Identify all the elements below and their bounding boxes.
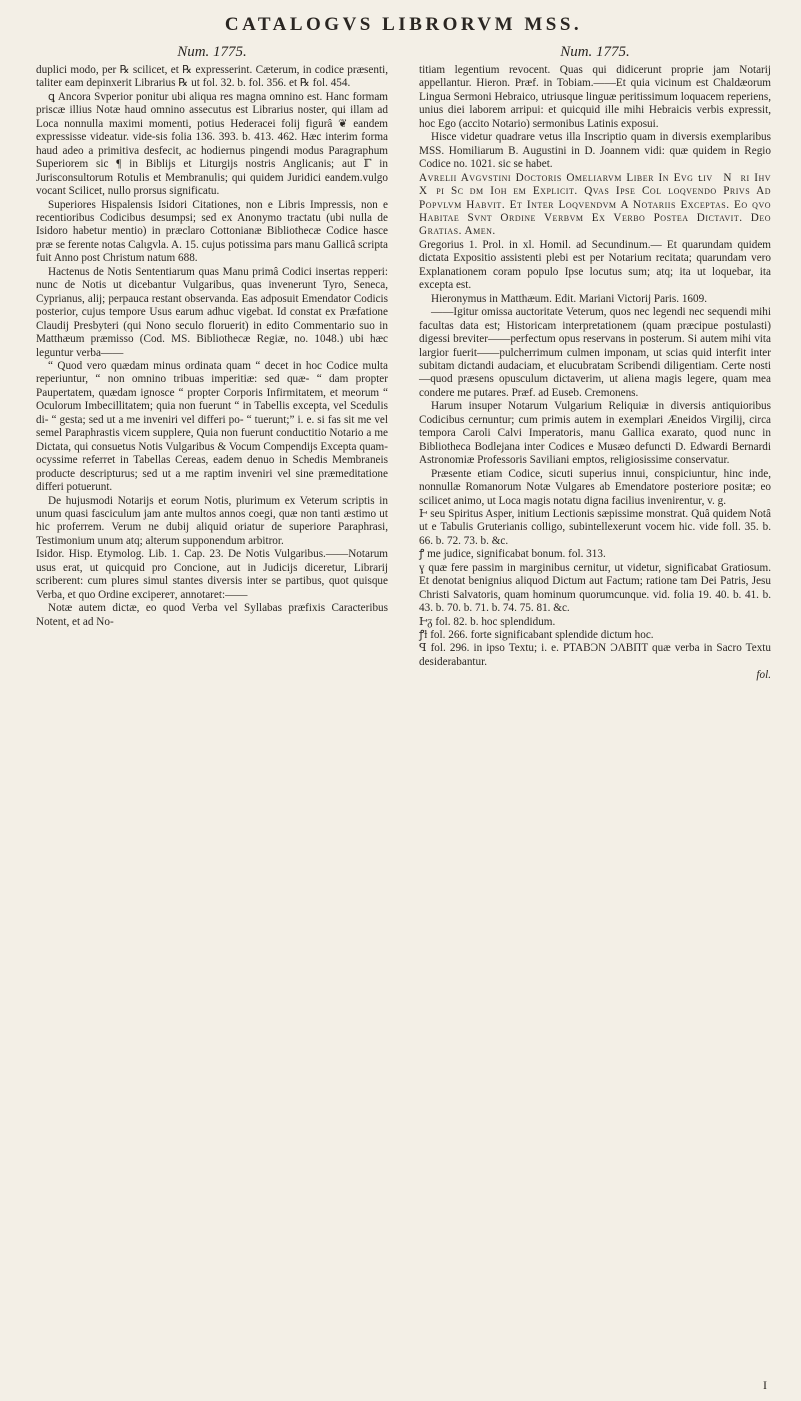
right-para-1: titiam legentium revocent. Quas qui didicerunt proprie jam Notarij appellantur. Hieron. Præf. in Tobiam.——Et quia vicinum est Chaldæorum Lingua Sermoni Hebraico, utriusque linguæ peritissimum loquacem reperiens, unius diei laborem arripui: et quicquid ille mihi Hebraicis verbis expressit, hoc Ego (accito Notario) sermonibus Latinis exposui. [419,64,771,130]
right-column-heading: Num. 1775. [560,44,630,60]
left-para-7: Isidor. Hisp. Etymolog. Lib. 1. Cap. 23. De Notis Vulgaribus.——Notarum usus erat, ut quicquid pro Concione, aut in Judicijs diceretur, Librarij scriberent: cum plures simul stantes diversis inter se partibus, quot quisque Verba, et quo Ordine excipereᴛ, annotaret:—— [36,548,388,601]
left-para-5: “ Quod vero quædam minus ordinata quam “ decet in hoc Codice multa reperiuntur, “ non omnino tribuas imperitiæ: sed quæ- “ dam propter Paupertatem, quædam ignosce “ propter Corporis Infirmitatem, et meorum “ Oculorum Imbecillitatem; quia non fuerunt “ in Tabellis excepta, vel Scedulis di- “ gesta; sed ut a me inveniri vel differi po- “ tuerunt;” i. e. si fas sit me vel semel Paraphrastis vicem supplere, Quia non fuerunt conductitio Notario a me Dictata, qui consuetus Notis Vulgaribus & Vocum Compendijs Excepta quam-ocyssime referret in Tabellas Cereas, eadem denuo in Schedis Membraneis producte descripturus; sed ut a me raptim inveniri vel sine præmeditatione differi potuerunt. [36,359,388,494]
left-para-3: Superiores Hispalensis Isidori Citationes, non e Libris Impressis, non e recentioribus Codicibus desumpsi; sed ex Anonymo tractatu (ubi nulla de Isidoro habetur mentio) in præclaro Cottonianæ Bibliothecæ Codice hasce præ se ferente notas Calɩgvla. A. 15. cujus potissima pars manu Gallicâ scripta fuit Anno post Christum natum 688. [36,198,388,265]
left-para-1: duplici modo, per ℞ scilicet, et ℞ expresserint. Cæterum, in codice præsenti, taliter eam depinxerit Librarius ℞ ut fol. 32. b. fol. 356. et ℞ fol. 454. [36,64,388,90]
left-column [36,42,388,683]
right-para-2: Hisce videtur quadrare vetus illa Inscriptio quam in diversis exemplaribus MSS. Homiliarum B. Augustini in D. Joannem vidi: quæ quidem in Regio Codice no. 1021. sic se habet. [419,131,771,171]
right-para-11: ɣ quæ fere passim in marginibus cernitur, ut videtur, significabat Gratiosum. Et denotat benignius aliquod Dictum aut Factum; ratione tam Dei Patris, Jesu Christi Salvatoris, quam hominum quorumcunque. vid. folia 19. 40. b. 41. b. 43. b. 70. b. 71. b. 74. 75. 81. &c. [419,561,771,615]
right-para-9: Ͱ seu Spiritus Asper, initium Lectionis sæpissime monstrat. Quâ quidem Notâ ut e Tabulis Gruterianis colligo, subintellexerunt vocem hic. vide foll. 35. b. 66. b. 72. 73. b. &c. [419,507,771,547]
left-para-6: De hujusmodi Notarijs et eorum Notis, plurimum ex Veterum scriptis in unum quasi fasciculum jam ante multos annos coegi, quæ non tanti æstimo ut hic proferrem. Verum ne dubij aliquid oriatur de superiore Paraphrasi, Testimonium unum atq; alterum supponendum arbitror. [36,494,388,547]
right-inscription: Avrelii Avgvstini Doctoris Omeliarvm Liber In Evg ꝉiv᷑ Nᷤri Ihv Xᷤpi Scᷤdm Iohᷤem Explicit. Qvas Ipse Col loqvendo Privs Ad Popvlvm Habvit. Et Inter Loqvendvm A Notariis Exceptas. Eo qvo Habitae Svnt Ordine Verbvm Ex Verbo Postea Dictavit. Deo Gratias. Amen. [419,171,771,238]
signature-mark: I [763,1378,767,1392]
running-title: CATALOGVS LIBRORVM MSS. [224,14,583,35]
left-para-2: ꝗ Ancora Svperior ponitur ubi aliqua res magna omnino est. Hanc formam priscæ illius Notæ haud omnino assecutus est Librarius noster, qui illam ad Loca nonnulla maximi momenti, potius Hederacei folij figurâ ❦ eandem expressisse videatur. vide-sis folia 136. 393. b. 413. 462. Hæc interim forma haud adeo a primitiva desfecit, ac hodiernus pingendi modus Paragraphum Superiorem sic ¶ in Biblijs et Liturgijs nostris Anglicanis; aut ℾ in Jurisconsultorum Rotulis et Membranulis; qui quidem Juridici eandem.vulgo vocant Scilicet, nullo prorsus significatu. [36,90,388,198]
right-para-5: Hieronymus in Matthæum. Edit. Mariani Victorij Paris. 1609. [431,292,707,305]
right-para-4: Gregorius 1. Prol. in xl. Homil. ad Secundinum.— Et quarundam quidem dictata Expositio assistenti plebi est per Notarium recitata; quarundam vero Explanationem coram populo Ipse locutus sum; atq; ita ut loquebar, ita excepta est. [419,238,771,292]
right-para-14: ꟼ fol. 296. in ipso Textu; i. e. PTABƆN ƆɅBΠT quæ verba in Sacro Textu desiderabantur. [419,642,771,668]
right-para-7: Harum insuper Notarum Vulgarium Reliquiæ in diversis antiquioribus Codicibus cernuntur; cum primis autem in exemplari Æneidos Virgilij, circa tempora Caroli Calvi Imperatoris, manu Gallica exarato, quod nunc in Bibliotheca Bodlejana inter Codices e Musæo defuncti D. Edwardi Bernardi Astronomiæ Professoris Saviliani emptos, religiosissime conservatur. [419,400,771,467]
right-para-10: ꝭ me judice, significabat bonum. fol. 313. [419,548,606,561]
catchword: fol. [756,669,771,682]
right-para-8: Præsente etiam Codice, sicuti superius innui, conspiciuntur, hinc inde, nonnullæ Romanorum Notæ Vulgares ab Emendatore posteriore positæ; eo scilicet animo, ut Loca magis notatu digna facilius invenirentur, v. g. [419,467,771,507]
left-para-4: Hactenus de Notis Sententiarum quas Manu primâ Codici insertas repperi: nunc de Notis ut dicebantur Vulgaribus, quas invenerunt Tyro, Seneca, Cyprianus, alij; perpauca restant observanda. Eas adposuit Emendator Codicis posterior, cujus tempore Usus earum adhuc vigebat. Id constat ex Præfatione Claudij Presbyteri (qui Nono seculo floruerit) in edito Commentario suo in Matthæum præmisso (Cod. MS. Bibliothecæ Regiæ, no. 1048.) ubi hæc leguntur verba—— [36,265,388,359]
right-para-12: Ͱᵹ fol. 82. b. hoc splendidum. [419,615,556,628]
right-para-6: ——Igitur omissa auctoritate Veterum, quos nec legendi nec sequendi mihi facultas data est; Historicam interpretationem (quam præcipue postulasti) digessi breviter——perfectum opus reservans in posterum. Si autem mihi vita largior fuerit——pulcherrimum culmen imponam, ut scias quid interfit inter subitam dictandi audaciam, et elucubratam Scribendi diligentiam. Certe nosti—quod præsens opusculum dictaverim, ut aliena magis legere, quam mea condere me putares. Præf. ad Euseb. Cremonens. [419,306,771,399]
left-para-8: Notæ autem dictæ, eo quod Verba vel Syllabas præfixis Caracteribus Notent, et ad No- [36,602,388,628]
right-para-13: ꝭƚ fol. 266. forte significabant splendide dictum hoc. [419,629,654,642]
right-column [419,42,771,683]
columns [36,42,771,683]
left-column-heading: Num. 1775. [177,44,247,60]
